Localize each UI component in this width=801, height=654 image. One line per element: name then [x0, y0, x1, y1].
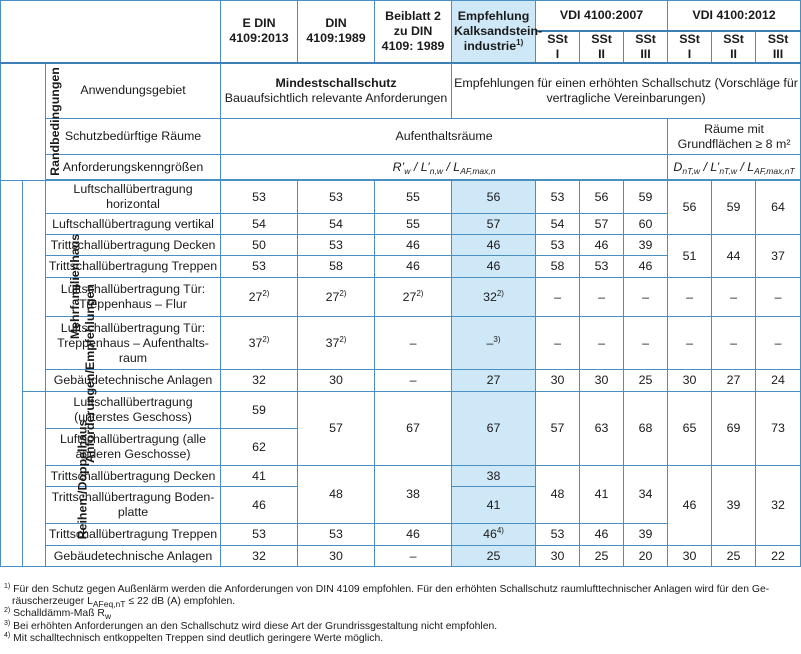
sst-2007-2: SSt II: [580, 31, 624, 63]
value-cell: 30: [536, 546, 580, 567]
value-cell: –: [624, 278, 668, 317]
value-cell: 53: [536, 235, 580, 256]
raeume-mit-grundflaechen: Räume mit Grundflächen ≥ 8 m²: [668, 119, 801, 155]
footnote-1: $^{1)}$ Für den Schutz gegen Außenlärm werden die Anforderungen von DIN 4109 empfohlen. Für den erhöhten Schallschutz raumlufttechnischer Anlagen wird für den Ge-: [4, 583, 770, 595]
value-cell: –: [536, 278, 580, 317]
value-cell: 41: [221, 466, 298, 487]
value-cell: 30: [536, 370, 580, 392]
value-cell: 53: [298, 181, 375, 214]
value-cell: 59: [624, 181, 668, 214]
value-cell: 46$^{4)}$: [452, 524, 536, 546]
mfh-row-label: Luftschallübertragung horizontal: [46, 181, 221, 214]
value-cell: 53: [298, 235, 375, 256]
mfh-row-label: Luftschallübertragung Tür: Treppenhaus – Flur: [46, 278, 221, 317]
value-cell: 56: [668, 181, 712, 235]
value-cell: –: [624, 317, 668, 370]
mfh-row-label: Luftschallübertragung vertikal: [46, 214, 221, 235]
value-cell: 27: [452, 370, 536, 392]
value-cell: 54: [298, 214, 375, 235]
group-reihen-doppelhaus: Reihen-/Doppelhaus: [23, 392, 46, 567]
value-cell: 57: [298, 392, 375, 466]
value-cell: 27: [712, 370, 756, 392]
rdh-row-label: Luftschallübertragung (alle anderen Geschosse): [46, 429, 221, 466]
value-cell: 57: [580, 214, 624, 235]
rdh-row-label: Trittschallübertragung Decken: [46, 466, 221, 487]
value-cell: –: [756, 317, 801, 370]
group-mehrfamilienhaus: Mehrfamilienhaus: [23, 181, 46, 392]
group-randbedingungen: Randbedingungen: [1, 63, 46, 181]
value-cell: 34: [624, 466, 668, 524]
value-cell: –: [536, 317, 580, 370]
value-cell: 50: [221, 235, 298, 256]
value-cell: 48: [298, 466, 375, 524]
value-cell: –: [580, 317, 624, 370]
value-cell: 53: [221, 524, 298, 546]
value-cell: 30: [298, 370, 375, 392]
sst-2007-3: SSt III: [624, 31, 668, 63]
mindestschallschutz: Mindestschallschutz Bauaufsichtlich relevante Anforderungen: [221, 63, 452, 119]
value-cell: 58: [298, 256, 375, 278]
value-cell: 67: [375, 392, 452, 466]
value-cell: 57: [452, 214, 536, 235]
value-cell: 60: [624, 214, 668, 235]
label-anforderungskenngroessen: Anforderungskenngrößen: [46, 155, 221, 180]
value-cell: 27$^{2)}$: [221, 278, 298, 317]
value-cell: 41: [452, 487, 536, 524]
value-cell: 53: [536, 524, 580, 546]
footnote-4: $^{4)}$ Mit schalltechnisch entkoppelten Treppen sind deutlich geringere Werte möglich.: [4, 631, 384, 644]
rdh-row-label: Gebäudetechnische Anlagen: [46, 546, 221, 567]
label-anwendungsgebiet: Anwendungsgebiet: [46, 63, 221, 119]
value-cell: 59: [712, 181, 756, 235]
value-cell: 30: [580, 370, 624, 392]
value-cell: 22: [756, 546, 801, 567]
value-cell: 46: [375, 235, 452, 256]
value-cell: 27$^{2)}$: [298, 278, 375, 317]
value-cell: 63: [580, 392, 624, 466]
kenngroessen-b: $D_{nT,w}$ / $L’_{nT,w} / L_{AF,max,nT}$: [668, 155, 801, 180]
value-cell: 46: [221, 487, 298, 524]
value-cell: 38: [375, 466, 452, 524]
value-cell: 37$^{2)}$: [298, 317, 375, 370]
value-cell: –: [580, 278, 624, 317]
value-cell: 62: [221, 429, 298, 466]
value-cell: 32: [221, 546, 298, 567]
value-cell: –: [756, 278, 801, 317]
col-din: DIN 4109:1989: [298, 1, 375, 63]
value-cell: 30: [298, 546, 375, 567]
mfh-row-label: Trittschallübertragung Decken: [46, 235, 221, 256]
sst-2012-1: SSt I: [668, 31, 712, 63]
value-cell: 56: [580, 181, 624, 214]
value-cell: 25: [712, 546, 756, 567]
value-cell: 69: [712, 392, 756, 466]
value-cell: 46: [624, 256, 668, 278]
empfehlungen-erhoeht: Empfehlungen für einen erhöhten Schallschutz (Vorschläge für vertragliche Vereinbarungen): [452, 63, 801, 119]
value-cell: 58: [536, 256, 580, 278]
value-cell: 27$^{2)}$: [375, 278, 452, 317]
footnote-1-cont: räuscherzeuger $L_{AFeq,nT} \le 22$ dB (A) empfohlen.: [12, 596, 236, 610]
footnotes: [4, 584, 796, 645]
value-cell: 59: [221, 392, 298, 429]
rdh-row-label: Trittschallübertragung Boden-platte: [46, 487, 221, 524]
value-cell: 32: [221, 370, 298, 392]
kenngroessen-a: $R’_w$ / $L’_{n,w} / L_{AF,max,n}$: [221, 155, 668, 180]
group-anforderungen: Anforderungen/Empfehlungen: [1, 181, 23, 567]
col-edin: E DIN 4109:2013: [221, 1, 298, 63]
value-cell: –: [668, 278, 712, 317]
value-cell: 44: [712, 235, 756, 278]
value-cell: 53: [536, 181, 580, 214]
value-cell: 68: [624, 392, 668, 466]
col-beiblatt: Beiblatt 2 zu DIN 4109: 1989: [375, 1, 452, 63]
value-cell: 46: [580, 235, 624, 256]
mfh-row-label: Trittschallübertragung Treppen: [46, 256, 221, 278]
value-cell: –$^{3)}$: [452, 317, 536, 370]
value-cell: 24: [756, 370, 801, 392]
corner-cell: [1, 1, 221, 63]
col-vdi2007: VDI 4100:2007: [536, 1, 668, 31]
value-cell: 37: [756, 235, 801, 278]
value-cell: 46: [668, 466, 712, 546]
sst-2012-2: SSt II: [712, 31, 756, 63]
value-cell: 65: [668, 392, 712, 466]
value-cell: 53: [298, 524, 375, 546]
value-cell: 25: [580, 546, 624, 567]
value-cell: 39: [624, 524, 668, 546]
col-empfehlung: Empfehlung Kalksandstein-industrie$^{1)}$: [452, 1, 536, 63]
value-cell: 20: [624, 546, 668, 567]
value-cell: 57: [536, 392, 580, 466]
value-cell: 54: [221, 214, 298, 235]
value-cell: 32$^{2)}$: [452, 278, 536, 317]
value-cell: –: [712, 278, 756, 317]
value-cell: 46: [375, 524, 452, 546]
value-cell: –: [375, 546, 452, 567]
value-cell: 25: [452, 546, 536, 567]
value-cell: 54: [536, 214, 580, 235]
sst-2012-3: SSt III: [756, 31, 801, 63]
aufenthaltsraeume: Aufenthaltsräume: [221, 119, 668, 155]
value-cell: 56: [452, 181, 536, 214]
value-cell: 55: [375, 214, 452, 235]
label-schutzbeduerftige-raeume: Schutzbedürftige Räume: [46, 119, 221, 155]
value-cell: 53: [221, 256, 298, 278]
value-cell: 30: [668, 370, 712, 392]
value-cell: 46: [452, 256, 536, 278]
value-cell: 53: [221, 181, 298, 214]
rdh-row-label: Luftschallübertragung (unterstes Geschoss): [46, 392, 221, 429]
value-cell: 37$^{2)}$: [221, 317, 298, 370]
value-cell: –: [375, 317, 452, 370]
value-cell: 46: [375, 256, 452, 278]
value-cell: 55: [375, 181, 452, 214]
value-cell: 41: [580, 466, 624, 524]
value-cell: 64: [756, 181, 801, 235]
value-cell: 51: [668, 235, 712, 278]
footnote-3: $^{3)}$ Bei erhöhten Anforderungen an den Schallschutz wird diese Art der Grundrissgestaltung nicht empfohlen.: [4, 619, 498, 632]
value-cell: 73: [756, 392, 801, 466]
value-cell: 67: [452, 392, 536, 466]
value-cell: 46: [452, 235, 536, 256]
rdh-row-label: Trittschallübertragung Treppen: [46, 524, 221, 546]
value-cell: 46: [580, 524, 624, 546]
value-cell: 25: [624, 370, 668, 392]
value-cell: 30: [668, 546, 712, 567]
value-cell: 39: [624, 235, 668, 256]
mfh-row-label: Luftschallübertragung Tür: Treppenhaus – Aufenthalts-raum: [46, 317, 221, 370]
value-cell: 32: [756, 466, 801, 546]
sst-2007-1: SSt I: [536, 31, 580, 63]
mfh-row-label: Gebäudetechnische Anlagen: [46, 370, 221, 392]
value-cell: 39: [712, 466, 756, 546]
value-cell: 53: [580, 256, 624, 278]
value-cell: –: [668, 317, 712, 370]
value-cell: 38: [452, 466, 536, 487]
col-vdi2012: VDI 4100:2012: [668, 1, 801, 31]
value-cell: 48: [536, 466, 580, 524]
value-cell: –: [375, 370, 452, 392]
footnote-2: $^{2)}$ Schalldämm-Maß $R_w$: [4, 607, 112, 622]
value-cell: –: [712, 317, 756, 370]
